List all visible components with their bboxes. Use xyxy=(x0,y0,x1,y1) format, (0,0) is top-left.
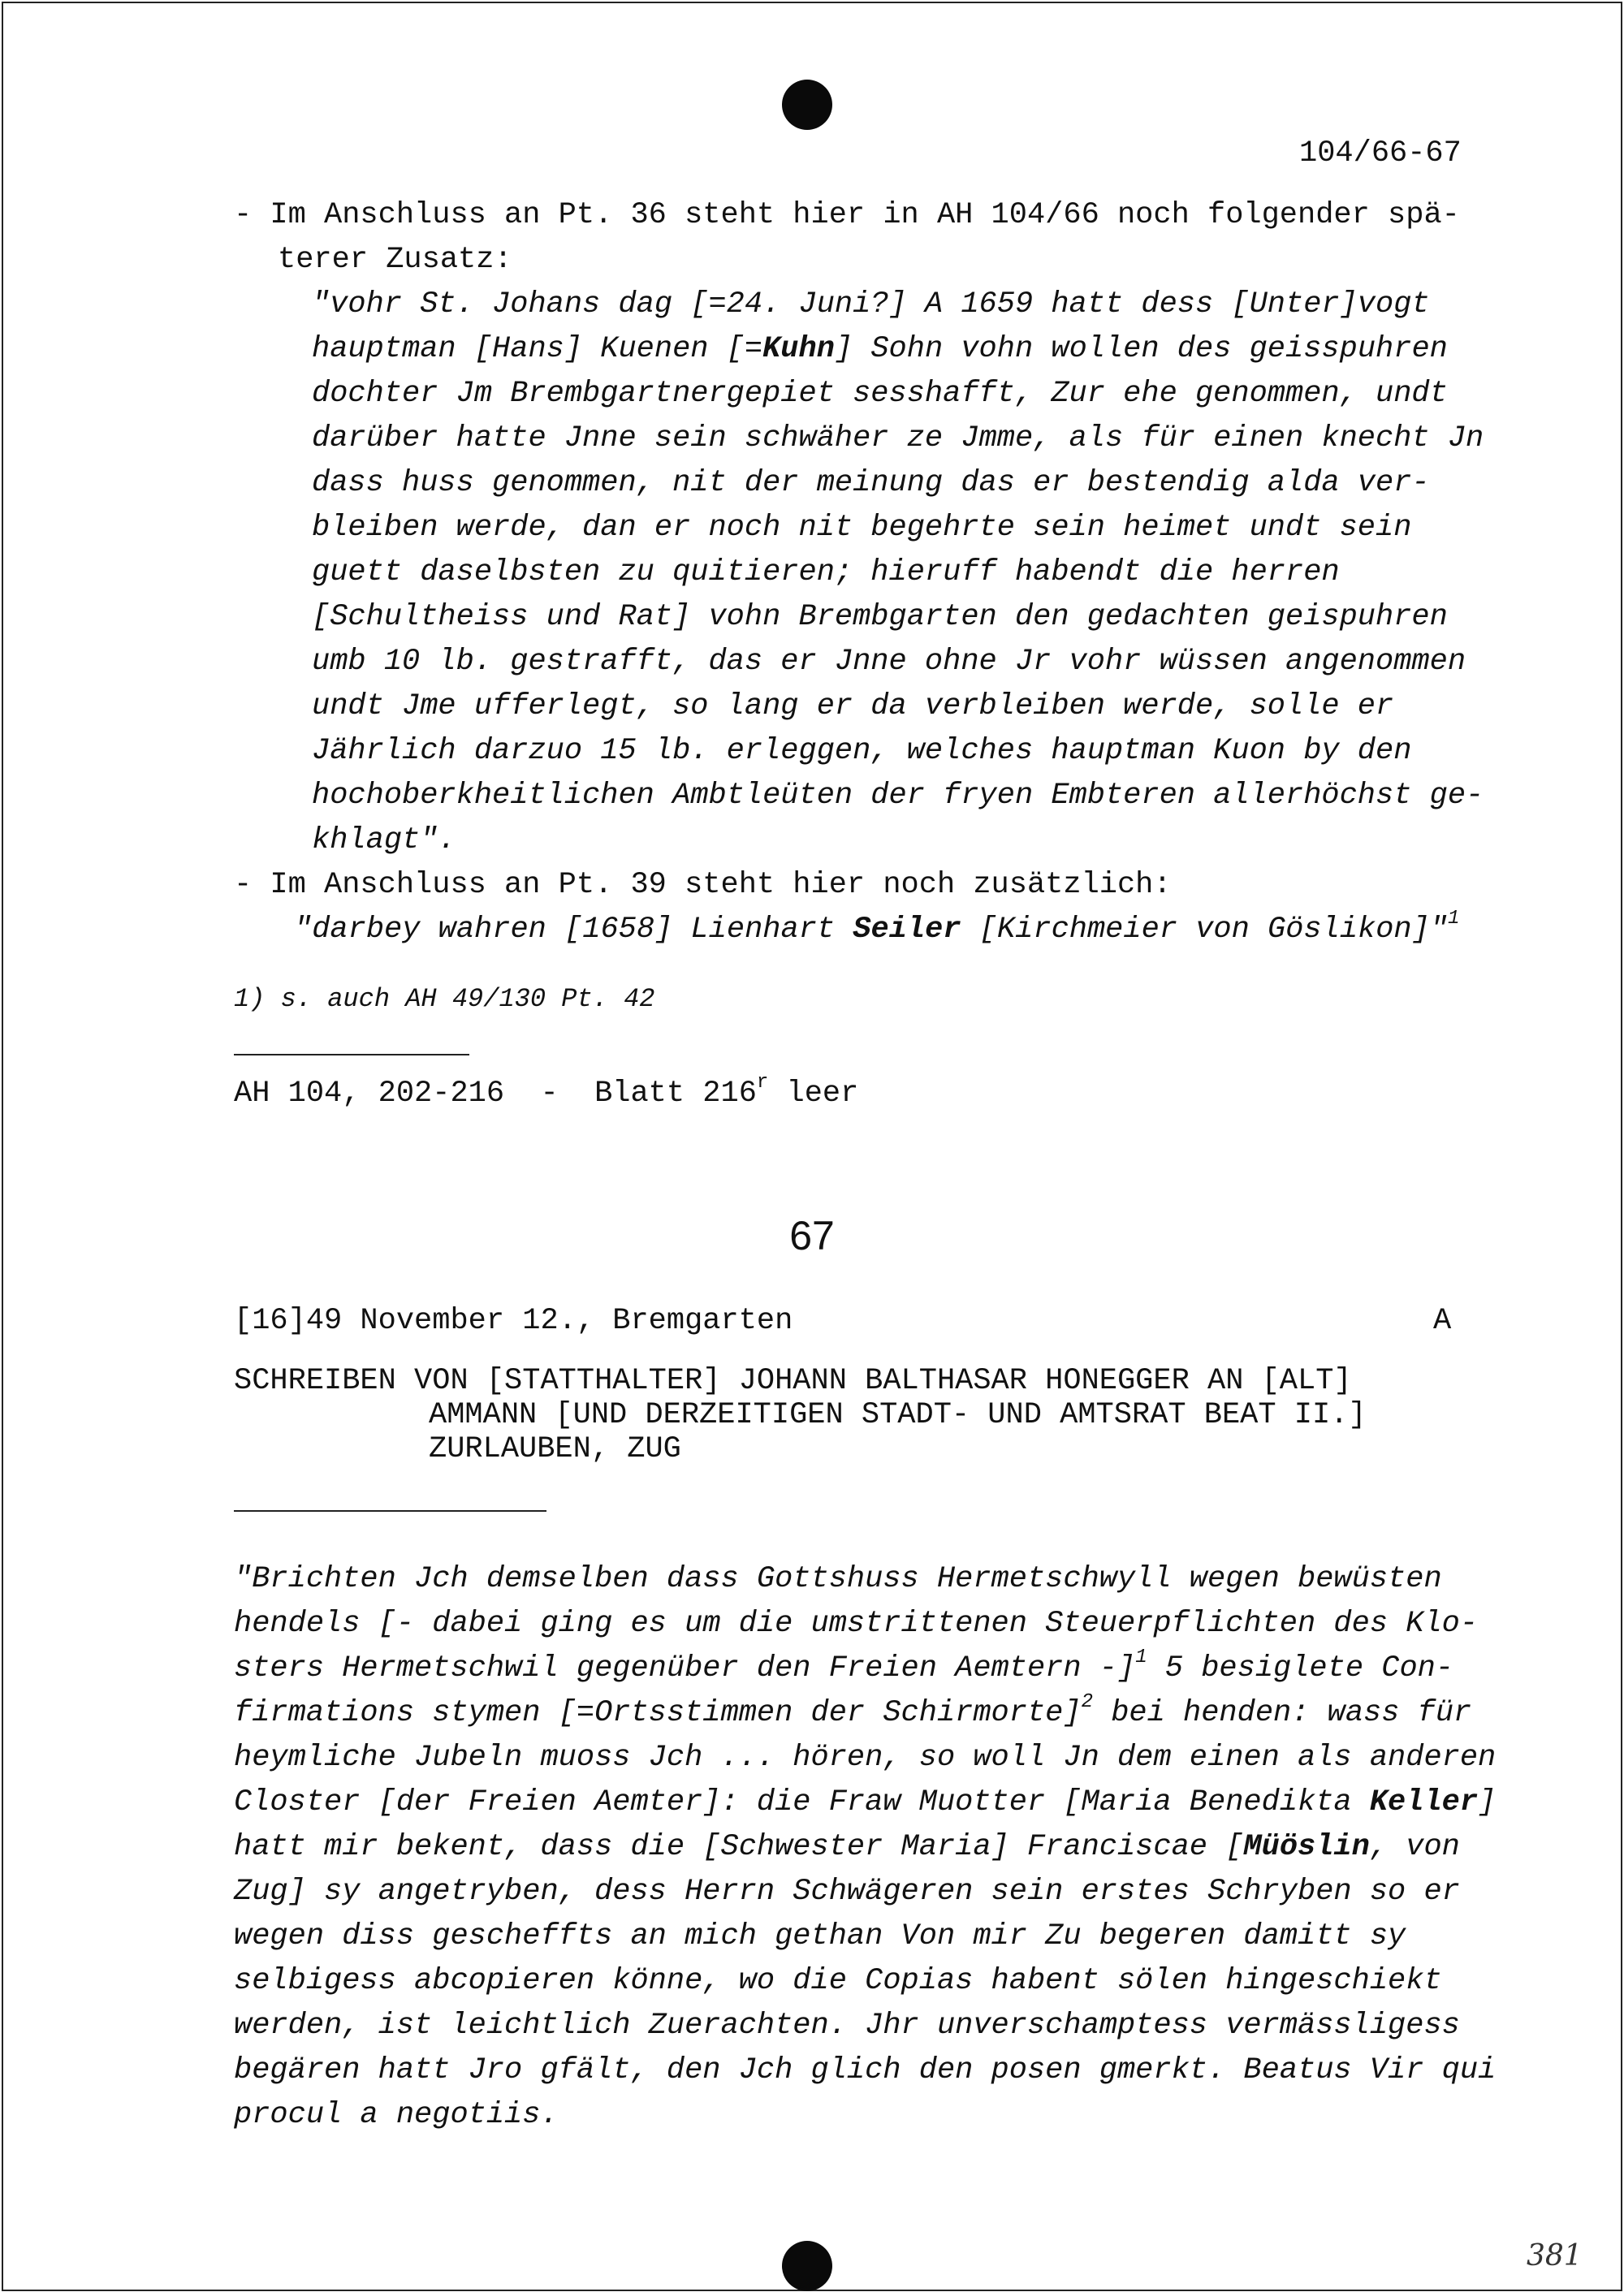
document-number: 67 xyxy=(789,1213,835,1258)
title-line: AMMANN [UND DERZEITIGEN STADT- UND AMTSRAT BEAT II.] xyxy=(429,1398,1367,1432)
body-line: selbigess abcopieren könne, wo die Copias habent sölen hingeschiekt xyxy=(234,1964,1442,1998)
body-line: firmations stymen [=Ortsstimmen der Schirmorte]$^2$ bei henden: wass für xyxy=(234,1691,1472,1730)
quote-line: "darbey wahren [1658] Lienhart Seiler [Kirchmeier von Göslikon]"$^1$ xyxy=(294,908,1460,947)
quote-line: Jährlich darzuo 15 lb. erleggen, welches hauptman Kuon by den xyxy=(312,734,1412,768)
title-line: ZURLAUBEN, ZUG xyxy=(429,1432,681,1466)
intro-line: - Im Anschluss an Pt. 39 steht hier noch zusätzlich: xyxy=(234,868,1172,902)
page-reference: 104/66-67 xyxy=(1299,136,1462,170)
quote-line: dochter Jm Brembgartnergepiet sesshafft, Zur ehe genommen, undt xyxy=(312,377,1448,411)
source-line: AH 104, 202-216 - Blatt 216$^r$ leer xyxy=(234,1072,859,1111)
quote-line: guett daselbsten zu quitieren; hieruff habendt die herren xyxy=(312,555,1340,589)
body-line: sters Hermetschwil gegenüber den Freien Aemtern -]$^1$ 5 besiglete Con- xyxy=(234,1647,1454,1686)
quote-line: "vohr St. Johans dag [=24. Juni?] A 1659 hatt dess [Unter]vogt xyxy=(312,287,1430,322)
quote-line: hauptman [Hans] Kuenen [=Kuhn] Sohn vohn wollen des geisspuhren xyxy=(312,332,1448,366)
footnote: 1) s. auch AH 49/130 Pt. 42 xyxy=(234,984,655,1014)
body-line: hendels [- dabei ging es um die umstrittenen Steuerpflichten des Klo- xyxy=(234,1607,1479,1641)
footnote-marker: 1 xyxy=(1135,1647,1147,1668)
footnote-marker: 1 xyxy=(1448,908,1460,930)
title-line: SCHREIBEN VON [STATTHALTER] JOHANN BALTHASAR HONEGGER AN [ALT] xyxy=(234,1364,1352,1398)
document-class: A xyxy=(1433,1304,1452,1338)
quote-line: undt Jme ufferlegt, so lang er da verbleiben werde, solle er xyxy=(312,689,1394,723)
quote-line: [Schultheiss und Rat] vohn Brembgarten den gedachten geispuhren xyxy=(312,600,1448,634)
footnote-marker: 2 xyxy=(1081,1691,1093,1713)
quote-line: darüber hatte Jnne sein schwäher ze Jmme, als für einen knecht Jn xyxy=(312,421,1484,455)
name-mueoeslin: Müöslin xyxy=(1243,1830,1370,1864)
quote-line: khlagt". xyxy=(312,823,456,857)
body-line: wegen diss gescheffts an mich gethan Von mir Zu begeren damitt sy xyxy=(234,1919,1406,1953)
quote-line: bleiben werde, dan er noch nit begehrte sein heimet undt sein xyxy=(312,511,1412,545)
divider xyxy=(234,1054,469,1055)
body-line: werden, ist leichtlich Zuerachten. Jhr unverschamptess vermässligess xyxy=(234,2009,1460,2043)
quote-line: umb 10 lb. gestrafft, das er Jnne ohne Jr vohr wüssen angenommen xyxy=(312,645,1466,679)
intro-line: terer Zusatz: xyxy=(278,243,512,277)
intro-line: - Im Anschluss an Pt. 36 steht hier in AH 104/66 noch folgender spä- xyxy=(234,198,1460,232)
divider xyxy=(234,1510,546,1512)
name-keller: Keller xyxy=(1369,1785,1479,1819)
body-line: begären hatt Jro gfält, den Jch glich den posen gmerkt. Beatus Vir qui xyxy=(234,2053,1497,2087)
body-line: heymliche Jubeln muoss Jch ... hören, so woll Jn dem einen als anderen xyxy=(234,1741,1497,1775)
body-line: hatt mir bekent, dass die [Schwester Maria] Franciscae [Müöslin, von xyxy=(234,1830,1460,1864)
handwritten-page-number: 381 xyxy=(1527,2239,1583,2273)
quote-line: dass huss genommen, nit der meinung das er bestendig alda ver- xyxy=(312,466,1430,500)
name-kuhn: Kuhn xyxy=(762,332,835,366)
punch-hole-top xyxy=(782,80,832,130)
name-seiler: Seiler xyxy=(853,913,961,947)
body-line: Zug] sy angetryben, dess Herrn Schwägeren sein erstes Schryben so er xyxy=(234,1875,1460,1909)
body-line: Closter [der Freien Aemter]: die Fraw Muotter [Maria Benedikta Keller] xyxy=(234,1785,1497,1819)
quote-line: hochoberkheitlichen Ambtleüten der fryen Embteren allerhöchst ge- xyxy=(312,779,1484,813)
punch-hole-bottom xyxy=(782,2241,832,2291)
body-line: "Brichten Jch demselben dass Gottshuss Hermetschwyll wegen bewüsten xyxy=(234,1562,1442,1596)
dateline: [16]49 November 12., Bremgarten xyxy=(234,1304,793,1338)
body-line: procul a negotiis. xyxy=(234,2098,559,2132)
